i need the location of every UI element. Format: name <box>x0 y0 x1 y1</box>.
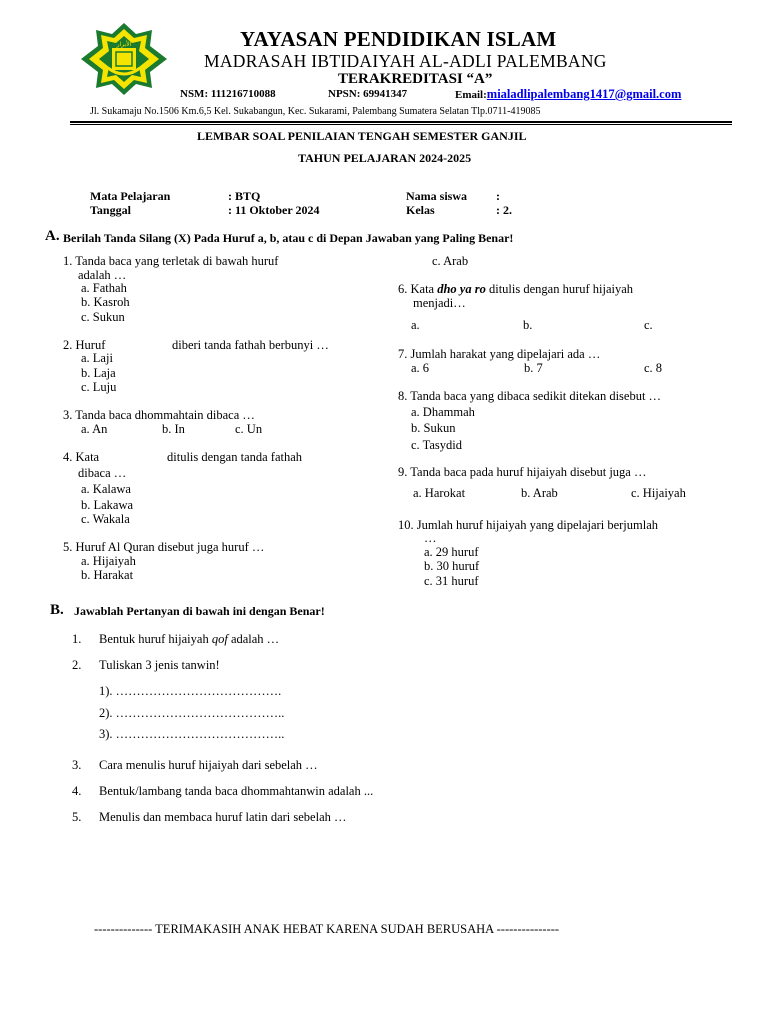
a-q10-text: 10. Jumlah huruf hijaiyah yang dipelajari berjumlah <box>398 518 658 532</box>
a-q7-option-b[interactable]: b. 7 <box>524 361 543 375</box>
a-q6-option-a[interactable]: a. <box>411 318 420 332</box>
class-label: Kelas <box>406 203 435 217</box>
a-q6-word: dho ya ro <box>437 282 486 296</box>
email-line <box>455 87 681 102</box>
npsn: NPSN: 69941347 <box>328 88 408 100</box>
a-q3-option-b[interactable]: b. In <box>162 422 185 436</box>
a-q4-text-cont: dibaca … <box>78 466 127 480</box>
a-q10-option-b[interactable]: b. 30 huruf <box>424 559 480 573</box>
a-q10-option-c[interactable]: c. 31 huruf <box>424 574 479 588</box>
a-q4-text: ditulis dengan tanda fathah <box>167 450 303 464</box>
exam-title: LEMBAR SOAL PENILAIAN TENGAH SEMESTER GANJIL <box>197 129 527 143</box>
logo-arabic-text: الأبرار <box>116 41 132 48</box>
a-q6-text-cont: menjadi… <box>413 296 466 310</box>
email-link[interactable]: mialadlipalembang1417@gmail.com <box>486 87 682 101</box>
section-b-instruction: Jawablah Pertanyan di bawah ini dengan Benar! <box>74 604 325 618</box>
a-q3-option-a[interactable]: a. An <box>81 422 108 436</box>
subject-value: : BTQ <box>228 189 261 203</box>
name-value: : <box>496 189 500 203</box>
a-q2-option-b[interactable]: b. Laja <box>81 366 116 380</box>
b-q2-answer-1[interactable]: 1). …………………………………. <box>99 684 282 698</box>
b-q1-text <box>99 632 279 647</box>
b-q3-text: Cara menulis huruf hijaiyah dari sebelah … <box>99 758 318 772</box>
class-value: : 2. <box>496 203 512 217</box>
header-divider-thin <box>70 124 732 125</box>
a-q2-text: diberi tanda fathah berbunyi … <box>172 338 329 352</box>
a-q2-option-c[interactable]: c. Luju <box>81 380 117 394</box>
section-a-letter: A. <box>45 228 60 244</box>
address: Jl. Sukamaju No.1506 Km.6,5 Kel. Sukabangun, Kec. Sukarami, Palembang Sumatera Selatan Tlp.0711-419085 <box>90 106 541 117</box>
a-q10-text-cont: … <box>424 531 437 545</box>
b-q1-word: qof <box>211 632 228 646</box>
header-divider <box>70 121 732 123</box>
a-q5-option-c[interactable]: c. Arab <box>432 254 469 268</box>
a-q4-option-b[interactable]: b. Lakawa <box>81 498 134 512</box>
a-q10-option-a[interactable]: a. 29 huruf <box>424 545 479 559</box>
a-q8-option-b[interactable]: b. Sukun <box>411 421 456 435</box>
footer-message: -------------- TERIMAKASIH ANAK HEBAT KARENA SUDAH BERUSAHA --------------- <box>94 922 560 936</box>
a-q4-option-c[interactable]: c. Wakala <box>81 512 130 526</box>
b-q2-answer-2[interactable]: 2). ………………………………….. <box>99 706 285 720</box>
a-q5-text: 5. Huruf Al Quran disebut juga huruf … <box>63 540 265 554</box>
school-name: MADRASAH IBTIDAIYAH AL-ADLI PALEMBANG <box>204 51 607 71</box>
a-q4-option-a[interactable]: a. Kalawa <box>81 482 131 496</box>
name-label: Nama siswa <box>406 189 468 203</box>
a-q8-option-a[interactable]: a. Dhammah <box>411 405 475 419</box>
date-value: : 11 Oktober 2024 <box>228 203 320 217</box>
a-q8-option-c[interactable]: c. Tasydid <box>411 438 462 452</box>
a-q3-option-c[interactable]: c. Un <box>235 422 263 436</box>
b-q5-num: 5. <box>72 810 82 824</box>
email-label: Email: <box>455 89 487 101</box>
a-q3-text: 3. Tanda baca dhommahtain dibaca … <box>63 408 255 422</box>
exam-year: TAHUN PELAJARAN 2024-2025 <box>298 151 472 165</box>
school-logo <box>78 22 170 96</box>
b-q4-num: 4. <box>72 784 82 798</box>
b-q1-post: adalah … <box>227 632 280 646</box>
a-q6-text <box>398 282 633 297</box>
b-q1-num: 1. <box>72 632 82 646</box>
a-q1-option-b[interactable]: b. Kasroh <box>81 295 130 309</box>
a-q2-option-a[interactable]: a. Laji <box>81 351 113 365</box>
a-q1-text-cont: adalah … <box>78 268 127 282</box>
a-q7-text: 7. Jumlah harakat yang dipelajari ada … <box>398 347 601 361</box>
a-q5-option-a[interactable]: a. Hijaiyah <box>81 554 136 568</box>
b-q2-answer-3[interactable]: 3). ………………………………….. <box>99 727 285 741</box>
a-q6-option-c[interactable]: c. <box>644 318 653 332</box>
subject-label: Mata Pelajaran <box>90 189 171 203</box>
section-a-instruction: Berilah Tanda Silang (X) Pada Huruf a, b, atau c di Depan Jawaban yang Paling Benar! <box>63 231 514 245</box>
a-q2-num: 2. Huruf <box>63 338 106 352</box>
a-q9-option-c[interactable]: c. Hijaiyah <box>631 486 686 500</box>
a-q6-prefix: 6. Kata <box>398 282 438 296</box>
section-b-letter: B. <box>50 602 64 618</box>
a-q6-suffix: ditulis dengan huruf hijaiyah <box>485 282 634 296</box>
a-q8-text: 8. Tanda baca yang dibaca sedikit ditekan disebut … <box>398 389 662 403</box>
date-label: Tanggal <box>90 203 131 217</box>
b-q2-text: Tuliskan 3 jenis tanwin! <box>99 658 220 672</box>
foundation-name: YAYASAN PENDIDIKAN ISLAM <box>240 27 557 51</box>
a-q1-option-c[interactable]: c. Sukun <box>81 310 125 324</box>
accreditation: TERAKREDITASI “A” <box>338 71 493 87</box>
a-q1-option-a[interactable]: a. Fathah <box>81 281 127 295</box>
b-q2-num: 2. <box>72 658 82 672</box>
a-q4-num: 4. Kata <box>63 450 100 464</box>
a-q1-text: 1. Tanda baca yang terletak di bawah huruf <box>63 254 279 268</box>
a-q7-option-c[interactable]: c. 8 <box>644 361 663 375</box>
a-q7-option-a[interactable]: a. 6 <box>411 361 430 375</box>
b-q4-text: Bentuk/lambang tanda baca dhommahtanwin adalah ... <box>99 784 374 798</box>
b-q5-text: Menulis dan membaca huruf latin dari sebelah … <box>99 810 347 824</box>
nsm: NSM: 111216710088 <box>180 88 276 100</box>
a-q9-text: 9. Tanda baca pada huruf hijaiyah disebut juga … <box>398 465 647 479</box>
a-q9-option-a[interactable]: a. Harokat <box>413 486 466 500</box>
a-q5-option-b[interactable]: b. Harakat <box>81 568 134 582</box>
a-q9-option-b[interactable]: b. Arab <box>521 486 558 500</box>
b-q3-num: 3. <box>72 758 82 772</box>
a-q6-option-b[interactable]: b. <box>523 318 533 332</box>
b-q1-pre: Bentuk huruf hijaiyah <box>99 632 212 646</box>
